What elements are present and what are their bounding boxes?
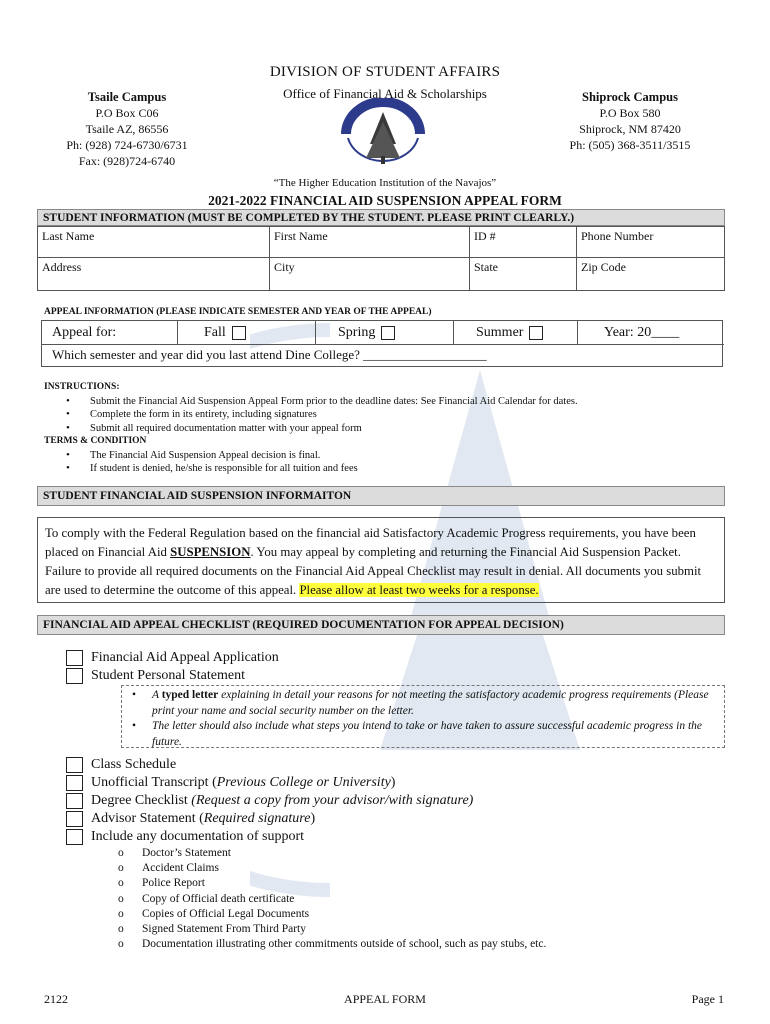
summer-option[interactable] bbox=[454, 321, 578, 345]
fall-checkbox[interactable] bbox=[232, 326, 246, 340]
instruction-item: • Submit the Financial Aid Suspension Appeal Form prior to the deadline dates: See Financial Aid Calendar for dates. bbox=[66, 395, 578, 409]
page-number: Page 1 bbox=[691, 992, 724, 1006]
college-logo bbox=[338, 98, 428, 170]
last-name-field[interactable]: Last Name bbox=[38, 227, 270, 258]
support-item: o Copies of Official Legal Documents bbox=[118, 907, 546, 922]
spring-option[interactable] bbox=[316, 321, 454, 345]
tsaile-campus-block bbox=[52, 89, 202, 169]
summer-label: Summer bbox=[476, 325, 524, 340]
terms-heading: TERMS & CONDITION bbox=[44, 436, 147, 446]
appeal-for-label: Appeal for: bbox=[52, 325, 117, 340]
office-title: Office of Financial Aid & Scholarships bbox=[283, 86, 487, 101]
footer-title: APPEAL FORM bbox=[344, 992, 426, 1006]
appeal-box bbox=[41, 320, 723, 367]
tsaile-title: Tsaile Campus bbox=[87, 90, 167, 104]
address-field[interactable]: Address bbox=[38, 258, 270, 291]
checklist-item-support[interactable]: Include any documentation of support bbox=[66, 828, 304, 846]
instructions-heading: INSTRUCTIONS: bbox=[44, 382, 120, 392]
phone-field[interactable]: Phone Number bbox=[577, 227, 725, 258]
instruction-item: • Complete the form in its entirety, including signatures bbox=[66, 408, 578, 422]
support-documents-list bbox=[118, 846, 546, 952]
terms-item: • If student is denied, he/she is responsible for all tuition and fees bbox=[66, 462, 578, 476]
statement-checkbox[interactable] bbox=[66, 668, 83, 684]
transcript-checkbox[interactable] bbox=[66, 775, 83, 791]
footer-code: 2122 bbox=[44, 992, 68, 1006]
support-item: o Doctor’s Statement bbox=[118, 846, 546, 861]
advisor-checkbox[interactable] bbox=[66, 811, 83, 827]
checklist-bar: FINANCIAL AID APPEAL CHECKLIST (REQUIRED DOCUMENTATION FOR APPEAL DECISION) bbox=[37, 615, 725, 635]
fall-option[interactable] bbox=[178, 321, 316, 345]
shiprock-title: Shiprock Campus bbox=[582, 90, 678, 104]
student-info-bar: STUDENT INFORMATION (MUST BE COMPLETED BY THE STUDENT. PLEASE PRINT CLEARLY.) bbox=[37, 209, 725, 226]
year-field[interactable] bbox=[578, 321, 724, 345]
instruction-item: • Submit all required documentation matter with your appeal form bbox=[66, 422, 578, 436]
shiprock-city: Shiprock, NM 87420 bbox=[579, 122, 681, 136]
spring-checkbox[interactable] bbox=[381, 326, 395, 340]
support-item: o Documentation illustrating other commitments outside of school, such as pay stubs, etc. bbox=[118, 937, 546, 952]
id-field[interactable]: ID # bbox=[470, 227, 577, 258]
appeal-info-heading: APPEAL INFORMATION (PLEASE INDICATE SEMESTER AND YEAR OF THE APPEAL) bbox=[44, 307, 432, 317]
terms-item: • The Financial Aid Suspension Appeal decision is final. bbox=[66, 449, 578, 463]
suspension-word: SUSPENSION bbox=[170, 545, 251, 559]
zip-field[interactable]: Zip Code bbox=[577, 258, 725, 291]
support-checkbox[interactable] bbox=[66, 829, 83, 845]
response-time-highlight: Please allow at least two weeks for a response. bbox=[299, 583, 539, 597]
statement-note: • The letter should also include what steps you intend to take or have taken to assure successful academic progress in the future. bbox=[126, 719, 720, 750]
tsaile-box: P.O Box C06 bbox=[95, 106, 159, 120]
statement-note: • A typed letter explaining in detail your reasons for not meeting the satisfactory academic progress requirements (Please print your name and social security number on the letter. bbox=[126, 688, 720, 719]
schedule-checkbox[interactable] bbox=[66, 757, 83, 773]
student-info-grid bbox=[37, 226, 725, 291]
last-attended-field[interactable]: Which semester and year did you last attend Dine College? ___________________ bbox=[52, 347, 487, 362]
appeal-row bbox=[42, 321, 724, 345]
spring-label: Spring bbox=[338, 325, 376, 340]
year-label: Year: 20____ bbox=[604, 325, 680, 340]
statement-notes bbox=[121, 685, 725, 748]
support-item: o Accident Claims bbox=[118, 861, 546, 876]
tsaile-city: Tsaile AZ, 86556 bbox=[85, 122, 169, 136]
support-item: o Copy of Official death certificate bbox=[118, 892, 546, 907]
suspension-paragraph: To comply with the Federal Regulation based on the financial aid Satisfactory Academic Progress requirements, you have been placed on Financial Aid SUSPENSION. You may appeal by completing and returning the Financial Aid Suspension Packet. Failure to provide all required documents on the Financial Aid Appeal Checklist may result in denial. All documents you submit are used to determine the outcome of this appeal. Please allow at least two weeks for a response. bbox=[37, 517, 725, 603]
fall-label: Fall bbox=[204, 325, 226, 340]
checklist-item-statement[interactable]: Student Personal Statement bbox=[66, 667, 245, 685]
motto: “The Higher Education Institution of the Navajos” bbox=[273, 177, 497, 189]
instructions-block bbox=[44, 381, 578, 476]
shiprock-campus-block bbox=[555, 89, 705, 153]
support-item: o Police Report bbox=[118, 876, 546, 891]
checklist-item-degree[interactable]: Degree Checklist (Request a copy from your advisor/with signature) bbox=[66, 792, 473, 810]
checklist-item-advisor[interactable]: Advisor Statement (Required signature) bbox=[66, 810, 315, 828]
tsaile-phone: Ph: (928) 724-6730/6731 bbox=[66, 138, 188, 152]
support-item: o Signed Statement From Third Party bbox=[118, 922, 546, 937]
shiprock-phone: Ph: (505) 368-3511/3515 bbox=[569, 138, 691, 152]
form-title: 2021-2022 FINANCIAL AID SUSPENSION APPEAL FORM bbox=[208, 193, 562, 208]
city-field[interactable]: City bbox=[270, 258, 470, 291]
shiprock-box: P.O Box 580 bbox=[599, 106, 661, 120]
summer-checkbox[interactable] bbox=[529, 326, 543, 340]
checklist-item-application[interactable]: Financial Aid Appeal Application bbox=[66, 649, 279, 667]
suspension-info-bar: STUDENT FINANCIAL AID SUSPENSION INFORMAITON bbox=[37, 486, 725, 506]
tsaile-fax: Fax: (928)724-6740 bbox=[78, 154, 176, 168]
first-name-field[interactable]: First Name bbox=[270, 227, 470, 258]
degree-checkbox[interactable] bbox=[66, 793, 83, 809]
application-checkbox[interactable] bbox=[66, 650, 83, 666]
state-field[interactable]: State bbox=[470, 258, 577, 291]
checklist-item-transcript[interactable]: Unofficial Transcript (Previous College or University) bbox=[66, 774, 395, 792]
checklist-item-schedule[interactable]: Class Schedule bbox=[66, 756, 176, 774]
division-title: DIVISION OF STUDENT AFFAIRS bbox=[269, 64, 501, 80]
